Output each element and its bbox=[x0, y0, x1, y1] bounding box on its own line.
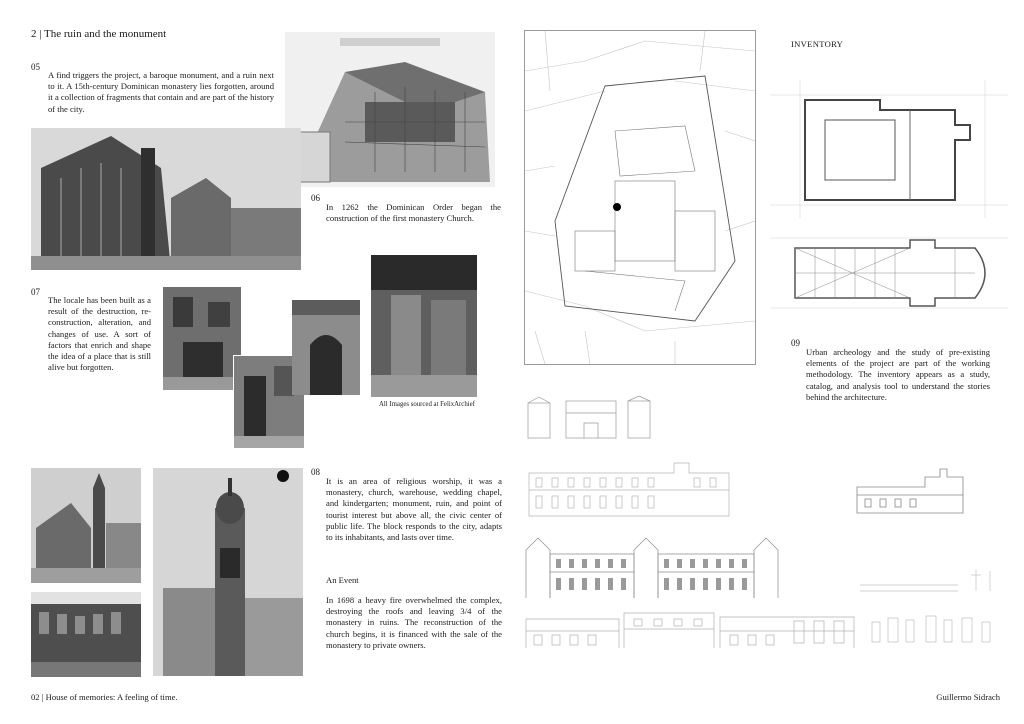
baroque-tower-photo bbox=[153, 468, 303, 676]
event-heading: An Event bbox=[326, 575, 359, 585]
site-plan-map bbox=[524, 30, 756, 365]
facade-elevation-6 bbox=[870, 612, 998, 648]
facade-elevation-1 bbox=[524, 458, 734, 518]
engraving-image bbox=[285, 32, 495, 187]
facade-elevation-3 bbox=[524, 532, 804, 600]
monastery-plan-drawing bbox=[770, 80, 1008, 218]
street-church-photo bbox=[31, 468, 141, 583]
section-number-09: 09 bbox=[791, 338, 800, 348]
section-number-08: 08 bbox=[311, 467, 320, 477]
section-number-05: 05 bbox=[31, 62, 40, 72]
page-title: 2 | The ruin and the monument bbox=[31, 28, 167, 40]
inventory-title: INVENTORY bbox=[791, 39, 844, 49]
section-text-06: In 1262 the Dominican Order began the construction of the first monastery Church. bbox=[326, 202, 501, 224]
section-text-09: Urban archeology and the study of pre-existing elements of the project are part of the working methodology. The inventory appears as a study, catalog, and analysis tool to understand the stories behind the architecture. bbox=[806, 347, 990, 402]
facade-elevation-5 bbox=[524, 605, 864, 650]
facade-elevation-2 bbox=[855, 465, 965, 515]
ruin-facade-photo bbox=[31, 592, 141, 677]
portal-elevations-drawing bbox=[524, 395, 664, 440]
image-credits: All Images sourced at FelixArchief bbox=[379, 401, 475, 408]
footer-left: 02 | House of memories: A feeling of time. bbox=[31, 692, 178, 702]
portal-photo bbox=[292, 300, 360, 395]
section-text-08: It is an area of religious worship, it was a monastery, church, warehouse, wedding chapel, and kindergarten; monument, ruin, and point of tourist interest but above all, the civic center of public life. The block responds to the city, adapts to its inhabitants, and lasts over time. bbox=[326, 476, 502, 543]
courtyard-photo bbox=[163, 287, 241, 390]
facade-elevation-4 bbox=[858, 565, 998, 593]
event-text: In 1698 a heavy fire overwhelmed the complex, destroying the roofs and leaving 3/4 of the monastery in ruins. The reconstruction of the church begins, it is financed with the sale of the monastery to private owners. bbox=[326, 595, 502, 650]
section-number-07: 07 bbox=[31, 287, 40, 297]
interior-photo bbox=[371, 255, 477, 397]
section-text-05: A find triggers the project, a baroque monument, and a ruin next to it. A 15th-century Dominican monastery lies forgotten, around it a collection of fragments that contain and are part of the history of the city. bbox=[48, 70, 274, 114]
church-photo bbox=[31, 128, 301, 270]
footer-author: Guillermo Sidrach bbox=[936, 692, 1000, 702]
church-plan-drawing bbox=[770, 228, 1008, 318]
section-text-07: The locale has been built as a result of the destruction, re-construction, alteration, and changes of use. A sort of factors that enrich and shape the idea of a place that is still alive but forgotten. bbox=[48, 295, 151, 373]
section-number-06: 06 bbox=[311, 193, 320, 203]
